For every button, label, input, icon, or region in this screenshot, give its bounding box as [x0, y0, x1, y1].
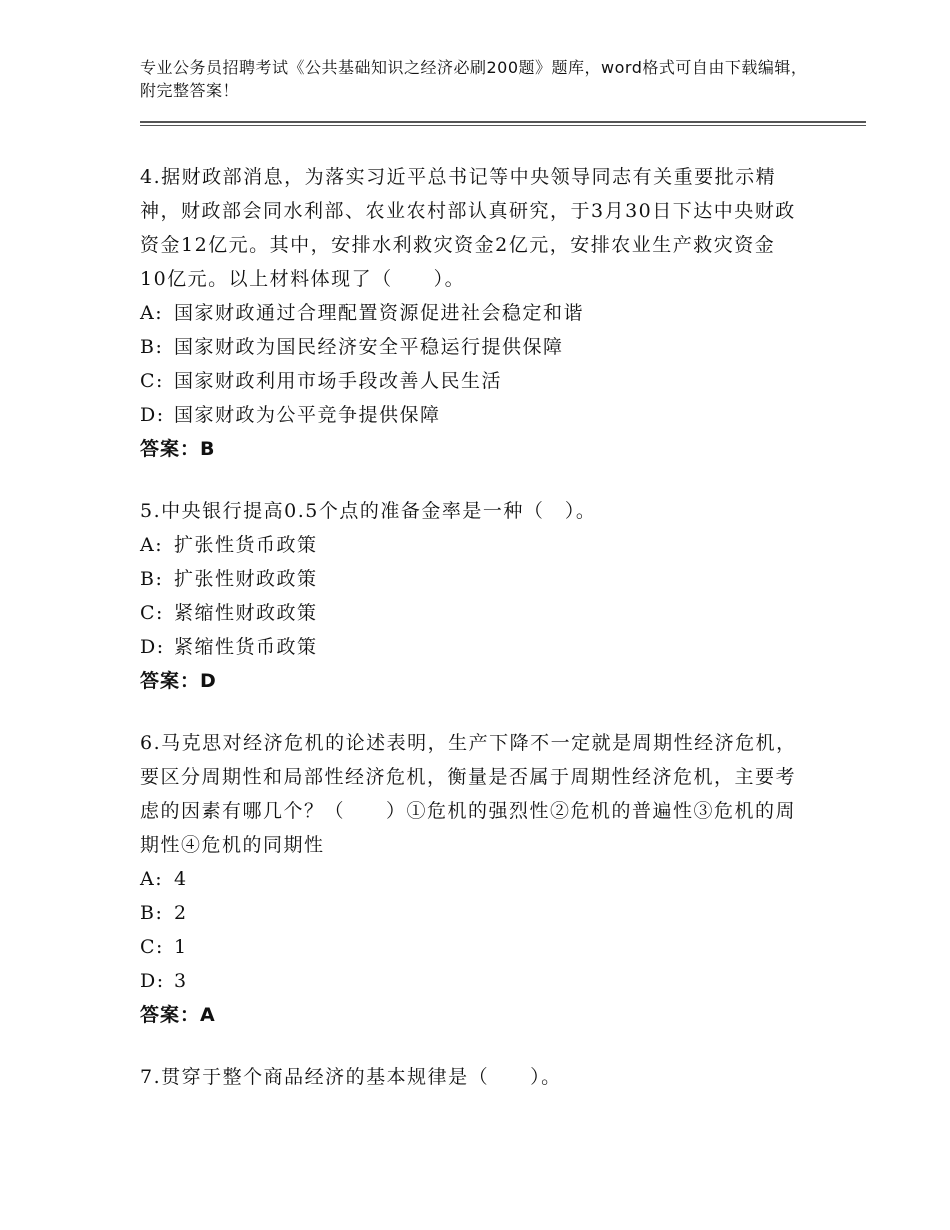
option-a: [140, 296, 800, 330]
question-block: [140, 1060, 800, 1094]
option-text: 国家财政利用市场手段改善人民生活: [174, 370, 503, 392]
option-text: 3: [174, 970, 188, 992]
option-key: D:: [140, 404, 165, 426]
option-key: D:: [140, 636, 165, 658]
option-d: [140, 398, 800, 432]
option-key: A:: [140, 302, 164, 324]
option-d: [140, 630, 800, 664]
header-divider-thick: [140, 121, 866, 123]
question-block: [140, 726, 800, 1032]
answer-label: 答案：B: [140, 438, 216, 460]
option-c: [140, 364, 800, 398]
option-key: A:: [140, 868, 164, 890]
option-text: 4: [174, 868, 188, 890]
option-key: C:: [140, 370, 164, 392]
option-text: 紧缩性货币政策: [174, 636, 318, 658]
option-c: [140, 596, 800, 630]
question-stem: 4.据财政部消息，为落实习近平总书记等中央领导同志有关重要批示精神，财政部会同水利部、农业农村部认真研究，于3月30日下达中央财政资金12亿元。其中，安排水利救灾资金2亿元，安排农业生产救灾资金10亿元。以上材料体现了（ ）。: [140, 166, 796, 290]
option-text: 紧缩性财政政策: [174, 602, 318, 624]
option-text: 扩张性财政政策: [174, 568, 318, 590]
option-c: [140, 930, 800, 964]
option-text: 1: [174, 936, 188, 958]
question-stem: 7.贯穿于整个商品经济的基本规律是（ ）。: [140, 1066, 562, 1088]
option-text: 国家财政为公平竞争提供保障: [174, 404, 441, 426]
option-key: B:: [140, 336, 164, 358]
option-a: [140, 528, 800, 562]
question-list: [140, 160, 800, 1122]
option-key: B:: [140, 902, 164, 924]
option-key: B:: [140, 568, 164, 590]
option-key: C:: [140, 602, 164, 624]
answer-label: 答案：A: [140, 1004, 216, 1026]
option-b: [140, 562, 800, 596]
option-b: [140, 330, 800, 364]
option-text: 扩张性货币政策: [174, 534, 318, 556]
header-divider-thin: [140, 125, 866, 126]
option-text: 国家财政为国民经济安全平稳运行提供保障: [174, 336, 564, 358]
answer-label: 答案：D: [140, 670, 217, 692]
question-stem: 6.马克思对经济危机的论述表明，生产下降不一定就是周期性经济危机，要区分周期性和局部性经济危机，衡量是否属于周期性经济危机，主要考虑的因素有哪几个？（ ）①危机的强烈性②危机的普遍性③危机的周期性④危机的同期性: [140, 732, 797, 856]
question-block: [140, 494, 800, 698]
option-b: [140, 896, 800, 930]
option-text: 国家财政通过合理配置资源促进社会稳定和谐: [174, 302, 585, 324]
question-block: [140, 160, 800, 466]
option-d: [140, 964, 800, 998]
option-a: [140, 862, 800, 896]
option-key: C:: [140, 936, 164, 958]
option-text: 2: [174, 902, 188, 924]
option-key: A:: [140, 534, 164, 556]
page-header: 专业公务员招聘考试《公共基础知识之经济必刷200题》题库，word格式可自由下载编辑，附完整答案！: [140, 58, 808, 100]
question-stem: 5.中央银行提高0.5个点的准备金率是一种（ ）。: [140, 500, 597, 522]
option-key: D:: [140, 970, 165, 992]
